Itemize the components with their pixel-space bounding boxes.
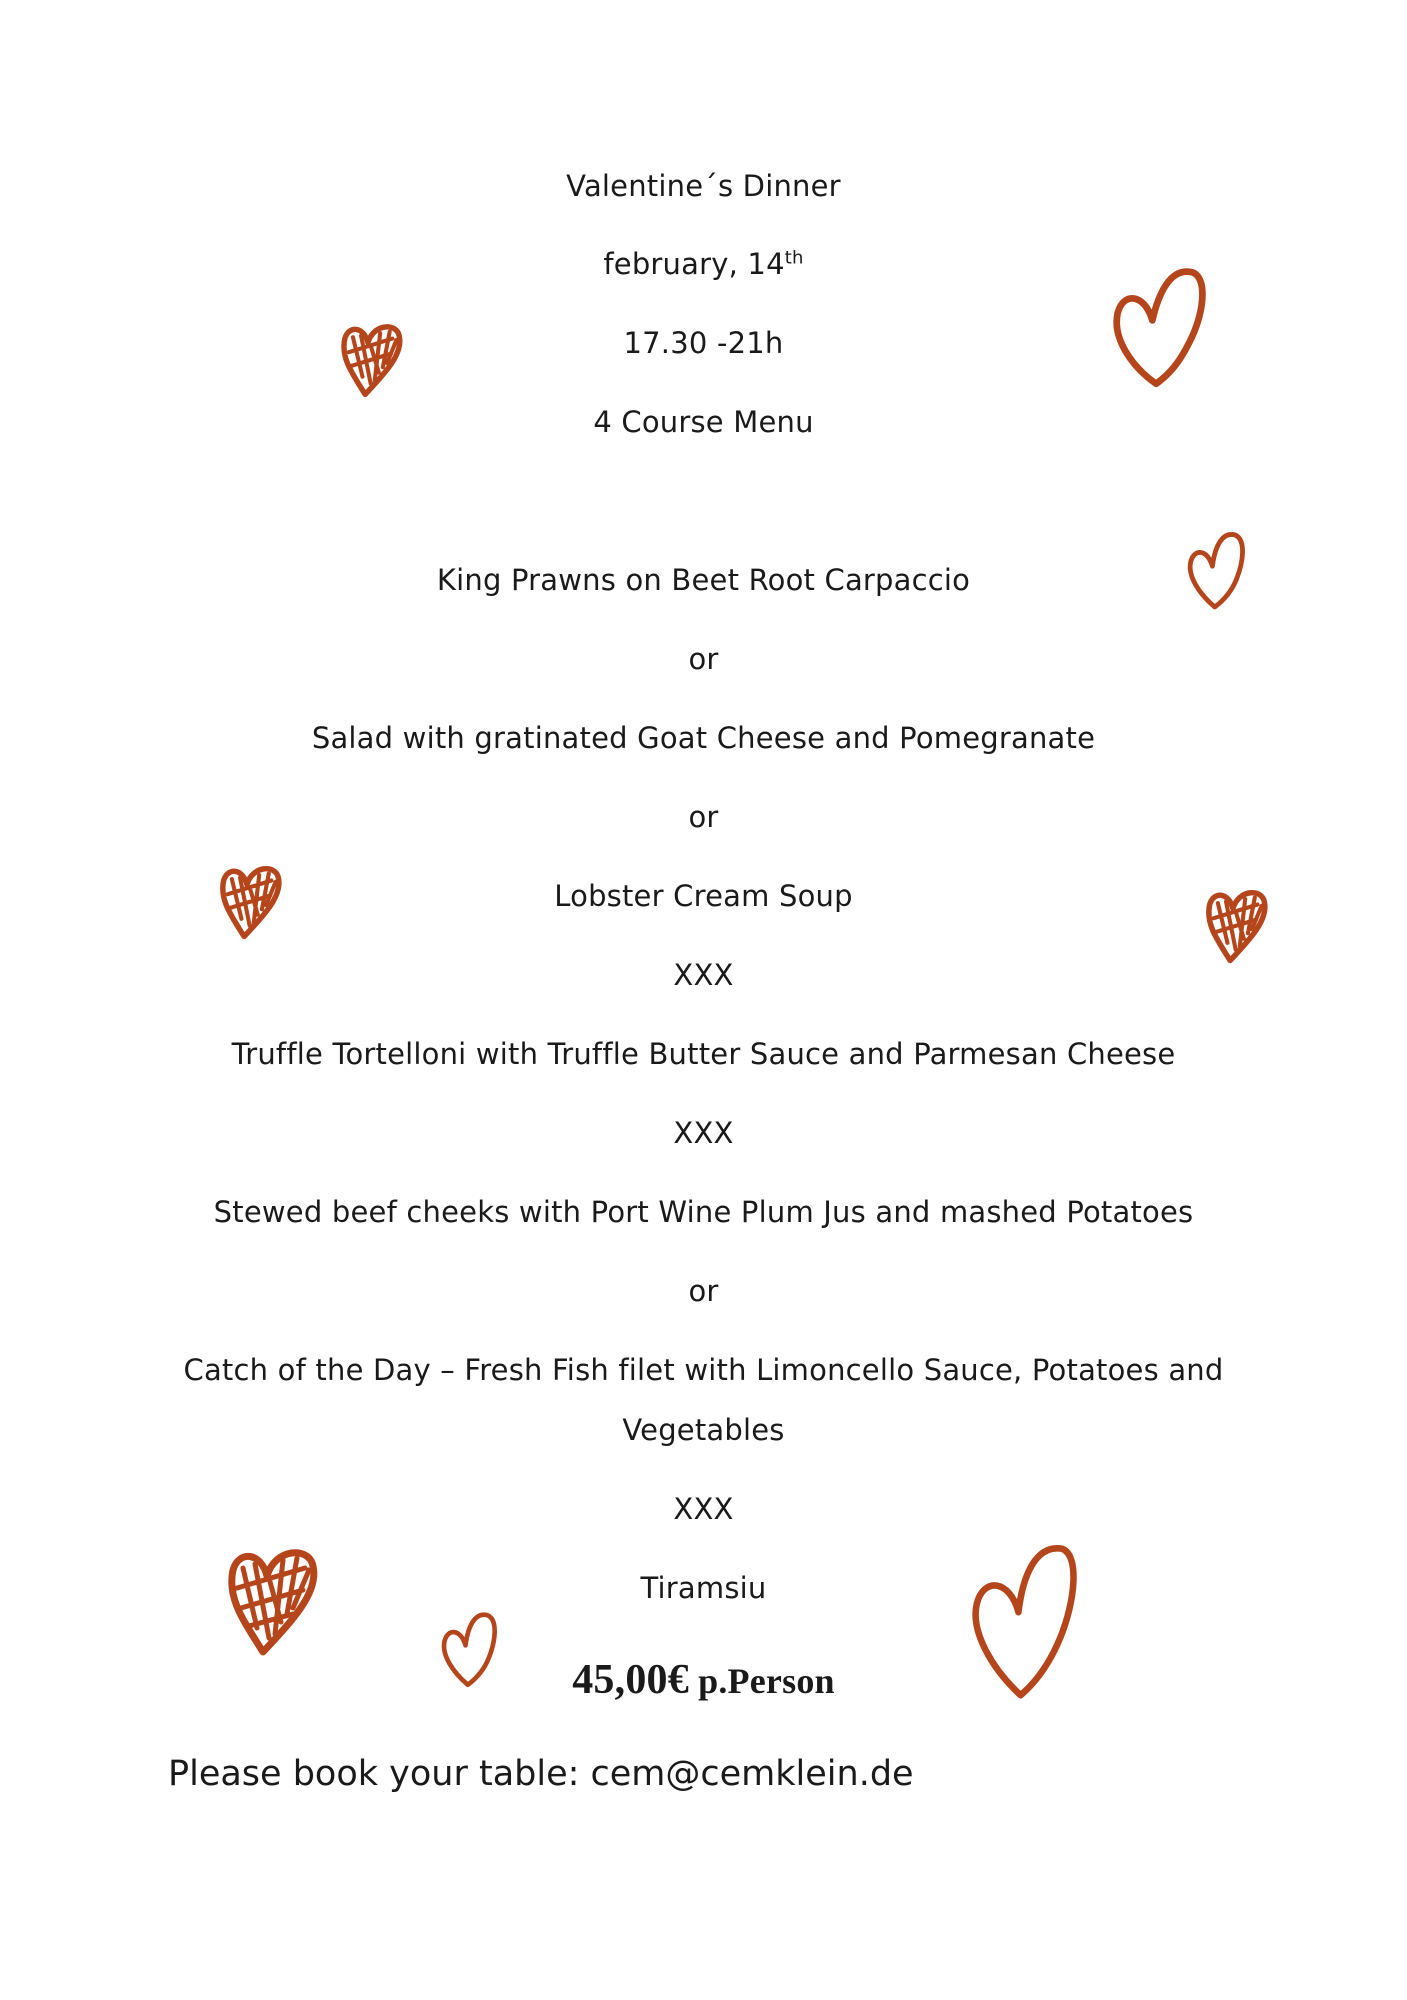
- heart-icon: [440, 1608, 498, 1692]
- price: [0, 1658, 1407, 1703]
- course-separator: XXX: [673, 1116, 734, 1150]
- heart-icon: [1186, 528, 1246, 614]
- heart-hatched-icon: [1202, 884, 1272, 966]
- event-date-suffix: th: [784, 247, 804, 269]
- course-label: 4 Course Menu: [593, 405, 814, 439]
- main-option-1: Stewed beef cheeks with Port Wine Plum Jus and mashed Potatoes: [213, 1195, 1194, 1229]
- dessert-course: Tiramsiu: [640, 1571, 767, 1605]
- course-separator: XXX: [673, 958, 734, 992]
- starter-option-3: Lobster Cream Soup: [554, 879, 853, 913]
- event-time: 17.30 -21h: [623, 326, 784, 360]
- main-option-2-line-2: Vegetables: [622, 1413, 785, 1447]
- or-separator: or: [688, 1274, 719, 1308]
- price-unit: p.Person: [698, 1661, 835, 1701]
- heart-hatched-icon: [338, 318, 406, 400]
- main-option-2-line-1: Catch of the Day – Fresh Fish filet with Limoncello Sauce, Potatoes and: [183, 1353, 1224, 1387]
- price-amount: 45,00€: [572, 1657, 689, 1703]
- event-date-main: february, 14: [603, 247, 785, 281]
- heart-icon: [1112, 265, 1208, 393]
- course-separator: XXX: [673, 1492, 734, 1526]
- starter-option-1: King Prawns on Beet Root Carpaccio: [436, 563, 971, 597]
- starter-option-2: Salad with gratinated Goat Cheese and Pomegranate: [311, 721, 1096, 755]
- heart-hatched-icon: [216, 860, 286, 942]
- pasta-course: Truffle Tortelloni with Truffle Butter Sauce and Parmesan Cheese: [231, 1037, 1176, 1071]
- or-separator: or: [688, 800, 719, 834]
- menu-title: Valentine´s Dinner: [566, 169, 841, 203]
- booking-contact: Please book your table: cem@cemklein.de: [168, 1754, 914, 1794]
- heart-hatched-icon: [222, 1540, 324, 1660]
- heart-icon: [970, 1540, 1080, 1704]
- or-separator: or: [688, 642, 719, 676]
